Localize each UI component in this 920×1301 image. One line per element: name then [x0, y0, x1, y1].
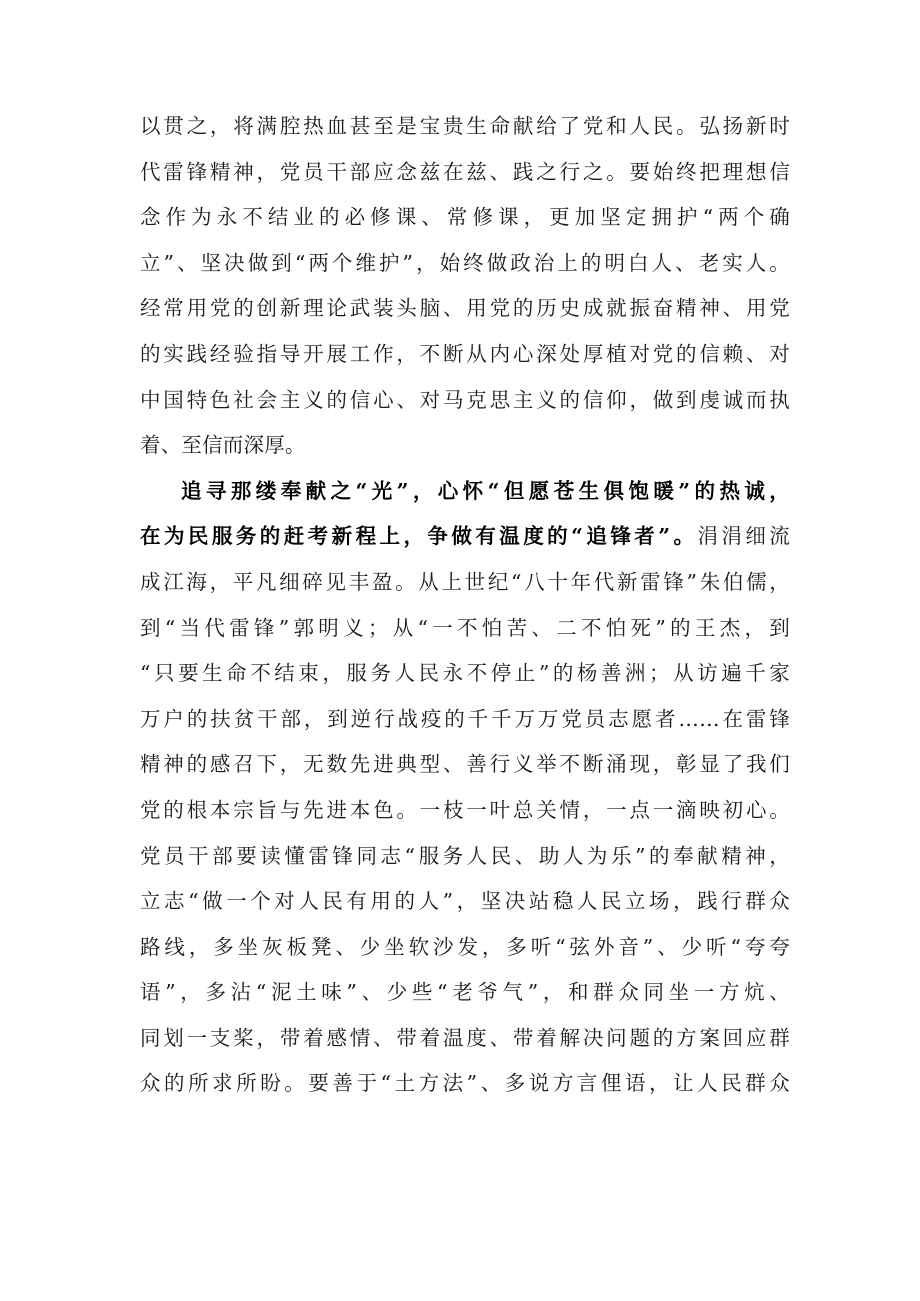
text-line: 语”，多沾“泥土味”、少些“老爷气”，和群众同坐一方炕、: [140, 980, 790, 1005]
paragraph-heading-line: 追寻那缕奉献之“光”，心怀“但愿苍生俱饱暖”的热诚，: [181, 478, 790, 503]
text-line: 以贯之，将满腔热血甚至是宝贵生命献给了党和人民。弘扬新时: [140, 114, 790, 138]
paragraph-2: [140, 469, 790, 1107]
text-line: 到“当代雷锋”郭明义；从“一不怕苦、二不怕死”的王杰，到: [140, 615, 790, 640]
text-line: 中国特色社会主义的信心、对马克思主义的信仰，做到虔诚而执: [140, 387, 790, 412]
document-body: [140, 104, 790, 1107]
text-line: 代雷锋精神，党员干部应念兹在兹、践之行之。要始终把理想信: [140, 159, 790, 184]
text-line: 念作为永不结业的必修课、常修课，更加坚定拥护“两个确: [140, 205, 790, 230]
paragraph-heading-bold: 在为民服务的赶考新程上，争做有温度的“追锋者”。: [140, 524, 698, 549]
text-line: 路线，多坐灰板凳、少坐软沙发，多听“弦外音”、少听“夸夸: [140, 934, 790, 959]
paragraph-1: [140, 104, 790, 469]
text-line: “只要生命不结束，服务人民永不停止”的杨善洲；从访遍千家: [140, 661, 790, 686]
text-line: 经常用党的创新理论武装头脑、用党的历史成就振奋精神、用党: [140, 296, 790, 321]
text-line: 的实践经验指导开展工作，不断从内心深处厚植对党的信赖、对: [140, 341, 790, 366]
text-line: 立志“做一个对人民有用的人”，坚决站稳人民立场，践行群众: [140, 889, 790, 914]
text-line: 党的根本宗旨与先进本色。一枝一叶总关情，一点一滴映初心。: [140, 797, 790, 822]
text-line-rest: 涓涓细流: [697, 524, 790, 549]
text-line: 立”、坚决做到“两个维护”，始终做政治上的明白人、老实人。: [140, 250, 790, 275]
text-line: 着、至信而深厚。: [140, 433, 306, 458]
text-line: 万户的扶贫干部，到逆行战疫的千千万万党员志愿者……在雷锋: [140, 706, 790, 731]
text-line: 精神的感召下，无数先进典型、善行义举不断涌现，彰显了我们: [140, 752, 790, 777]
text-line: 成江海，平凡细碎见丰盈。从上世纪“八十年代新雷锋”朱伯儒，: [140, 569, 790, 594]
text-line: 众的所求所盼。要善于“土方法”、多说方言俚语，让人民群众: [140, 1071, 790, 1096]
text-line: 党员干部要读懂雷锋同志“服务人民、助人为乐”的奉献精神，: [140, 843, 790, 868]
text-line: 同划一支桨，带着感情、带着温度、带着解决问题的方案回应群: [140, 1025, 790, 1050]
text-line: [140, 514, 790, 560]
